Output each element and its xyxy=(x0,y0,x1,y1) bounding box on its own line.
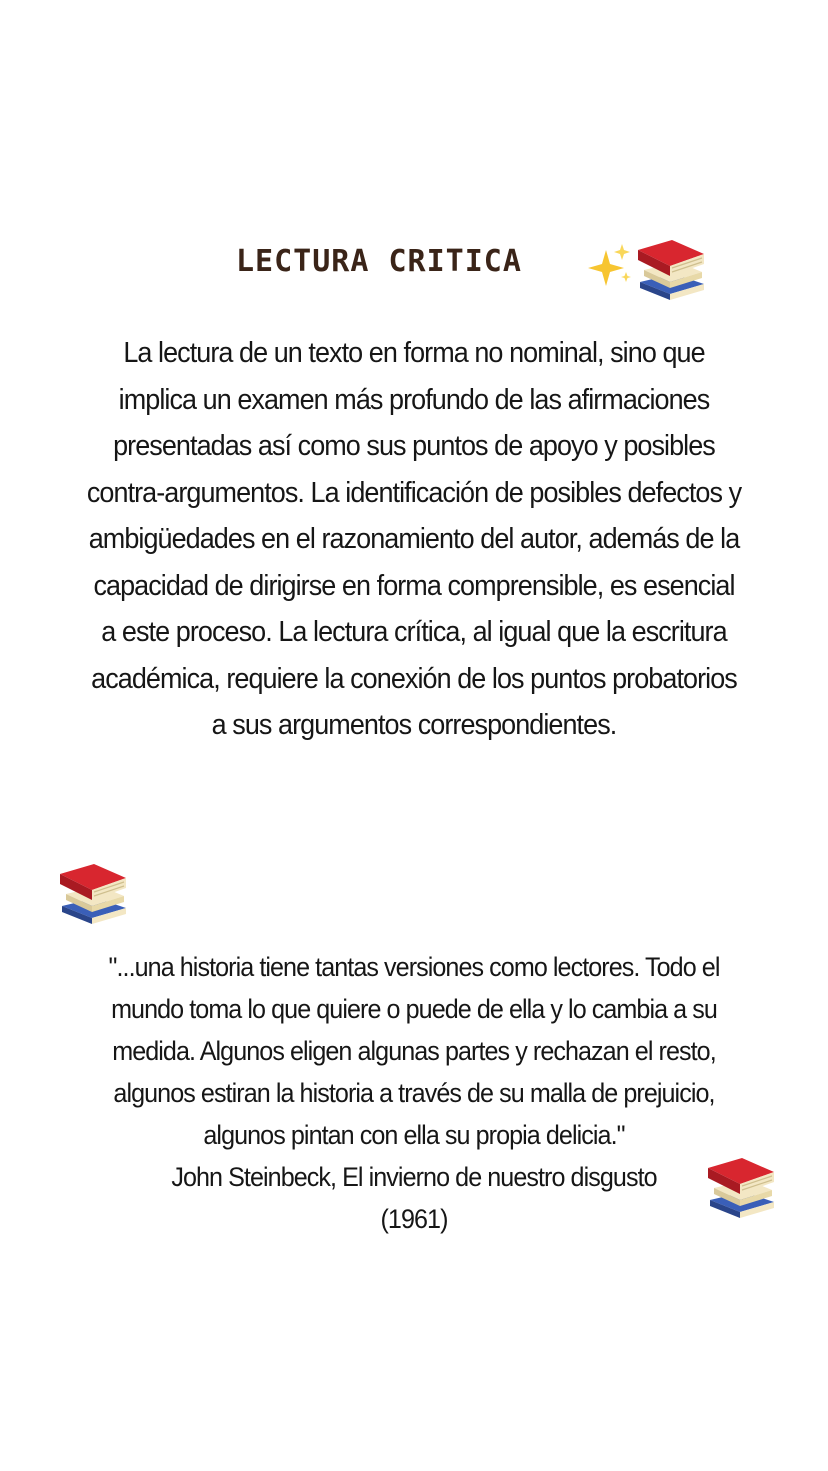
quote-attribution: John Steinbeck, El invierno de nuestro disgusto xyxy=(171,1162,657,1192)
books-icon xyxy=(704,1150,778,1222)
title-row xyxy=(0,232,828,304)
quote-block xyxy=(85,946,743,1240)
books-icon xyxy=(56,856,130,928)
quote-year: (1961) xyxy=(380,1204,448,1234)
books-icon xyxy=(634,232,708,304)
sparkles-icon xyxy=(586,242,634,290)
body-paragraph: La lectura de un texto en forma no nominal, sino que implica un examen más profundo de las afirmaciones presentadas así como sus puntos de apoyo y posibles contra-argumentos. La identificación de posibles defectos y ambigüedades en el razonamiento del autor, además de la capacidad de dirigirse en forma comprensible, es esencial a este proceso. La lectura crítica, al igual que la escritura académica, requiere la conexión de los puntos probatorios a sus argumentos correspondientes. xyxy=(86,337,742,741)
quote-text: "...una historia tiene tantas versiones como lectores. Todo el mundo toma lo que quiere o puede de ella y lo cambia a su medida. Algunos eligen algunas partes y rechazan el resto, algunos estiran la historia a través de su malla de prejuicio, algunos pintan con ella su propia delicia." xyxy=(108,952,720,1150)
page-title: LECTURA CRITICA xyxy=(236,244,522,279)
